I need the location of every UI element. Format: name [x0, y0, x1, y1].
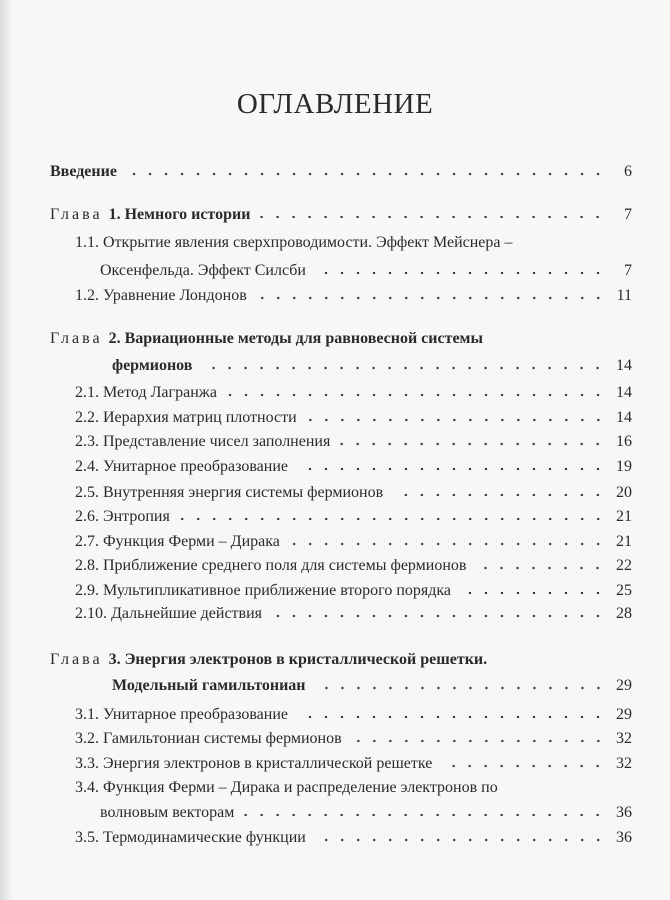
toc-section[interactable] — [75, 754, 632, 774]
entry-text — [75, 604, 262, 624]
entry-text — [75, 754, 432, 774]
dot-leader — [290, 542, 606, 546]
chapter-number: 3. — [108, 651, 121, 668]
page-number: 21 — [616, 508, 632, 525]
chapter-title-cont: фермионов — [112, 357, 193, 374]
entry-text — [75, 778, 498, 798]
entry-text — [50, 205, 250, 225]
toc-chapter-1[interactable] — [50, 205, 632, 225]
section-title: Дальнейшие действия — [111, 605, 263, 622]
toc-section-cont[interactable] — [100, 261, 632, 281]
toc-chapter-2-cont[interactable] — [112, 356, 632, 376]
dot-leader — [298, 467, 606, 471]
dot-leader — [298, 715, 606, 719]
dot-leader — [257, 296, 606, 300]
section-number: 2.10. — [75, 605, 107, 622]
section-number: 2.8. — [75, 557, 99, 574]
section-title: Приближение среднего поля для системы фермионов — [103, 557, 467, 574]
entry-text — [100, 261, 306, 281]
section-number: 2.2. — [75, 409, 99, 426]
dot-leader — [340, 442, 606, 446]
section-title: Иерархия матриц плотности — [103, 409, 297, 426]
dot-leader — [461, 591, 606, 595]
page-number: 32 — [616, 730, 632, 747]
toc-section[interactable] — [75, 604, 632, 624]
section-title: Внутренняя энергия системы фермионов — [103, 484, 384, 501]
toc-chapter-2[interactable] — [50, 329, 632, 349]
page-number: 20 — [616, 484, 632, 501]
page-number: 29 — [616, 677, 632, 694]
entry-text — [75, 286, 247, 306]
section-title: Гамильтониан системы фермионов — [103, 730, 342, 747]
section-title: Уравнение Лондонов — [103, 287, 247, 304]
toc-section[interactable] — [75, 532, 632, 552]
section-title-cont: Оксенфельда. Эффект Силсби — [100, 262, 306, 279]
entry-text — [100, 803, 234, 823]
toc-section[interactable] — [75, 383, 632, 403]
section-number: 2.4. — [75, 458, 99, 475]
page-edge-shadow — [0, 0, 12, 900]
page-number: 29 — [616, 706, 632, 723]
section-number: 3.1. — [75, 706, 99, 723]
section-title: Мультипликативное приближение второго порядка — [103, 582, 452, 599]
dot-leader — [442, 764, 606, 768]
entry-text — [75, 457, 288, 477]
page-number: 16 — [616, 433, 632, 450]
toc-section[interactable] — [75, 507, 632, 527]
section-title: Открытие явления сверхпроводимости. Эффект Мейснера – — [103, 234, 513, 251]
page-number: 28 — [616, 605, 632, 622]
page-number: 32 — [616, 755, 632, 772]
entry-text — [112, 676, 306, 696]
section-title: Энергия электронов в кристаллической решетке — [103, 755, 433, 772]
toc-section[interactable] — [75, 483, 632, 503]
entry-text — [75, 507, 170, 527]
toc-section[interactable] — [75, 233, 632, 253]
section-number: 2.3. — [75, 433, 99, 450]
page-number: 25 — [616, 582, 632, 599]
entry-text — [112, 356, 192, 376]
toc-section[interactable] — [75, 556, 632, 576]
section-number: 2.1. — [75, 384, 99, 401]
section-number: 2.9. — [75, 582, 99, 599]
dot-leader — [202, 366, 606, 370]
section-number: 1.2. — [75, 287, 99, 304]
toc-section[interactable] — [75, 457, 632, 477]
page-number: 7 — [624, 262, 632, 279]
section-number: 2.5. — [75, 484, 99, 501]
toc-section[interactable] — [75, 581, 632, 601]
entry-text — [75, 556, 466, 576]
section-title-cont: волновым векторам — [100, 804, 235, 821]
section-title: Энтропия — [103, 508, 170, 525]
entry-text — [75, 729, 342, 749]
toc-section[interactable] — [75, 408, 632, 428]
dot-leader — [316, 271, 606, 275]
section-number: 2.7. — [75, 533, 99, 550]
toc-section-cont[interactable] — [100, 803, 632, 823]
page-number: 21 — [616, 533, 632, 550]
page-number: 14 — [616, 409, 632, 426]
page-number: 22 — [616, 557, 632, 574]
page-number: 6 — [624, 163, 632, 180]
chapter-title: Немного истории — [124, 206, 251, 223]
toc-section[interactable] — [75, 286, 632, 306]
dot-leader — [307, 418, 606, 422]
entry-text — [50, 650, 487, 670]
toc-section[interactable] — [75, 432, 632, 452]
dot-leader — [244, 813, 606, 817]
chapter-word: Глава — [50, 330, 103, 347]
toc-section[interactable] — [75, 778, 632, 798]
dot-leader — [180, 517, 606, 521]
entry-text — [50, 329, 483, 349]
chapter-number: 1. — [108, 206, 121, 223]
section-number: 3.5. — [75, 829, 99, 846]
section-number: 3.4. — [75, 779, 99, 796]
dot-leader — [227, 393, 606, 397]
page-number: 7 — [624, 206, 632, 223]
page-number: 14 — [616, 357, 632, 374]
page-number: 36 — [616, 804, 632, 821]
section-number: 2.6. — [75, 508, 99, 525]
dot-leader — [393, 493, 606, 497]
dot-leader — [127, 172, 606, 176]
chapter-word: Глава — [50, 206, 103, 223]
section-title: Унитарное преобразование — [103, 458, 288, 475]
entry-text — [75, 432, 330, 452]
toc-chapter-3[interactable] — [50, 650, 632, 670]
section-title: Функция Ферми – Дирака и распределение электронов по — [103, 779, 498, 796]
chapter-title: Вариационные методы для равновесной системы — [124, 330, 483, 347]
chapter-number: 2. — [108, 330, 121, 347]
page-title: ОГЛАВЛЕНИЕ — [236, 88, 434, 120]
section-title: Представление чисел заполнения — [103, 433, 331, 450]
chapter-title-cont: Модельный гамильтониан — [112, 677, 306, 694]
toc-section[interactable] — [75, 828, 632, 848]
entry-text — [75, 581, 451, 601]
page-number: 19 — [616, 458, 632, 475]
entry-text — [50, 162, 117, 182]
entry-text — [75, 483, 383, 503]
section-title: Функция Ферми – Дирака — [103, 533, 280, 550]
dot-leader — [476, 566, 606, 570]
chapter-title: Энергия электронов в кристаллической решетки. — [124, 651, 488, 668]
dot-leader — [352, 739, 606, 743]
toc-section[interactable] — [75, 705, 632, 725]
section-number: 3.3. — [75, 755, 99, 772]
entry-text — [75, 705, 288, 725]
section-number: 3.2. — [75, 730, 99, 747]
entry-text — [75, 408, 297, 428]
dot-leader — [316, 838, 606, 842]
toc-chapter-3-cont[interactable] — [112, 676, 632, 696]
entry-text — [75, 828, 306, 848]
entry-text — [75, 532, 280, 552]
page-number: 11 — [616, 287, 632, 304]
section-title: Унитарное преобразование — [103, 706, 288, 723]
toc-section[interactable] — [75, 729, 632, 749]
page-number: 36 — [616, 829, 632, 846]
section-title: Термодинамические функции — [103, 829, 306, 846]
dot-leader — [272, 614, 606, 618]
entry-text — [75, 383, 217, 403]
toc-entry-intro[interactable] — [50, 162, 632, 182]
dot-leader — [260, 215, 606, 219]
dot-leader — [316, 686, 606, 690]
section-title: Метод Лагранжа — [103, 384, 217, 401]
entry-text — [75, 233, 513, 253]
chapter-word: Глава — [50, 651, 103, 668]
page-number: 14 — [616, 384, 632, 401]
intro-label: Введение — [50, 163, 117, 180]
section-number: 1.1. — [75, 234, 99, 251]
